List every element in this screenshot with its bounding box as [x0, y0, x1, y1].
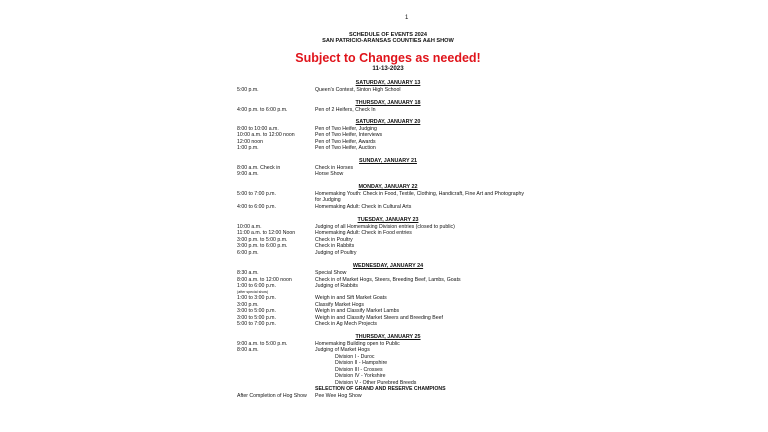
row-time: After Completion of Hog Show — [237, 393, 307, 399]
row-event: Homemaking Building open to Public — [315, 341, 400, 347]
row-event: Classify Market Hogs — [315, 302, 365, 308]
row-time: 4:00 p.m. to 6:00 p.m. — [237, 107, 288, 113]
row-time: 8:00 a.m. to 12:00 noon — [237, 277, 292, 283]
row-time: 8:30 a.m. — [237, 270, 259, 276]
row-time: 6:00 p.m. — [237, 250, 259, 256]
day-heading: WEDNESDAY, JANUARY 24 — [352, 263, 424, 269]
row-time: 9:00 a.m. — [237, 171, 259, 177]
row-time: 11:00 a.m. to 12:00 Noon — [237, 230, 296, 236]
row-event: Pen of Two Heifer, Awards — [315, 139, 376, 145]
row-event: Judging of Poultry — [315, 250, 357, 256]
row-event: Check in of Market Hogs, Steers, Breeding Beef, Lambs, Goats — [315, 277, 461, 283]
row-time: 3:00 p.m. — [237, 302, 259, 308]
hog-division: Division II - Hampshire — [335, 360, 388, 366]
day-heading: SUNDAY, JANUARY 21 — [359, 158, 417, 164]
day-heading: SATURDAY, JANUARY 13 — [355, 80, 421, 86]
champions-heading: SELECTION OF GRAND AND RESERVE CHAMPIONS — [315, 386, 446, 392]
schedule-title: SCHEDULE OF EVENTS 2024 — [348, 32, 428, 38]
row-time: 5:00 to 7:00 p.m. — [237, 191, 276, 197]
row-time: 8:00 a.m. Check in — [237, 165, 281, 171]
row-event: Weigh in and Sift Market Goats — [315, 295, 387, 301]
row-event: Homemaking Youth: Check in Food, Textile, Clothing, Handicraft, Fine Art and Photography — [315, 191, 524, 197]
hog-division: Division I - Duroc — [335, 354, 375, 360]
day-heading: THURSDAY, JANUARY 25 — [355, 334, 421, 340]
row-time: 9:00 a.m. to 5:00 p.m. — [237, 341, 288, 347]
row-event: Pen of 2 Heifers, Check In — [315, 107, 376, 113]
row-event: for Judging — [315, 197, 341, 203]
row-time: 8:00 a.m. — [237, 347, 259, 353]
row-time: 3:00 to 5:00 p.m. — [237, 308, 276, 314]
day-heading: MONDAY, JANUARY 22 — [358, 184, 418, 190]
row-event: Special Show — [315, 270, 347, 276]
special-show-note: (after special show) — [237, 290, 269, 294]
hog-division: Division IV - Yorkshire — [335, 373, 386, 379]
row-time: 8:00 to 10:00 a.m. — [237, 126, 279, 132]
row-time: 1:00 to 3:00 p.m. — [237, 295, 276, 301]
row-event: Weigh in and Classify Market Steers and Breeding Beef — [315, 315, 443, 321]
day-heading: THURSDAY, JANUARY 18 — [355, 100, 421, 106]
row-event: Check in Horses — [315, 165, 354, 171]
row-time: 5:00 p.m. — [237, 87, 259, 93]
row-event: Pen of Two Heifer, Auction — [315, 145, 376, 151]
row-event: Homemaking Adult: Check in Food entries — [315, 230, 412, 236]
row-time: 3:00 to 5:00 p.m. — [237, 315, 276, 321]
row-event: Judging of Rabbits — [315, 283, 358, 289]
row-time: 12:00 noon — [237, 139, 263, 145]
row-event: Judging of Market Hogs — [315, 347, 370, 353]
row-event: Check in Rabbits — [315, 243, 355, 249]
row-event: Judging of all Homemaking Division entries (closed to public) — [315, 224, 455, 230]
day-heading: SATURDAY, JANUARY 20 — [355, 119, 421, 125]
row-time: 10:00 a.m. — [237, 224, 262, 230]
row-event: Check in Ag Mech Projects — [315, 321, 377, 327]
row-time: 3:00 p.m. to 5:00 p.m. — [237, 237, 288, 243]
row-time: 4:00 to 6:00 p.m. — [237, 204, 276, 210]
row-event: Pee Wee Hog Show — [315, 393, 362, 399]
row-event: Queen's Contest, Sinton High School — [315, 87, 401, 93]
row-time: 1:00 to 6:00 p.m. — [237, 283, 276, 289]
hog-division: Division III - Crosses — [335, 367, 383, 373]
row-event: Pen of Two Heifer, Interviews — [315, 132, 383, 138]
row-event: Homemaking Adult: Check in Cultural Arts — [315, 204, 412, 210]
page-number: 1 — [405, 15, 409, 21]
row-event: Check in Poultry — [315, 237, 353, 243]
show-name: SAN PATRICIO-ARANSAS COUNTIES A&H SHOW — [322, 38, 454, 44]
day-heading: TUESDAY, JANUARY 23 — [357, 217, 419, 223]
row-time: 1:00 p.m. — [237, 145, 259, 151]
hog-division: Division V - Other Purebred Breeds — [335, 380, 417, 386]
row-time: 3:00 p.m. to 6:00 p.m. — [237, 243, 288, 249]
row-time: 10:00 a.m. to 12:00 noon — [237, 132, 295, 138]
row-event: Weigh in and Classify Market Lambs — [315, 308, 400, 314]
row-event: Horse Show — [315, 171, 344, 177]
row-event: Pen of Two Heifer, Judging — [315, 126, 377, 132]
document-date: 11-13-2023 — [372, 65, 404, 72]
row-time: 5:00 to 7:00 p.m. — [237, 321, 276, 327]
changes-banner: Subject to Changes as needed! — [295, 51, 481, 65]
